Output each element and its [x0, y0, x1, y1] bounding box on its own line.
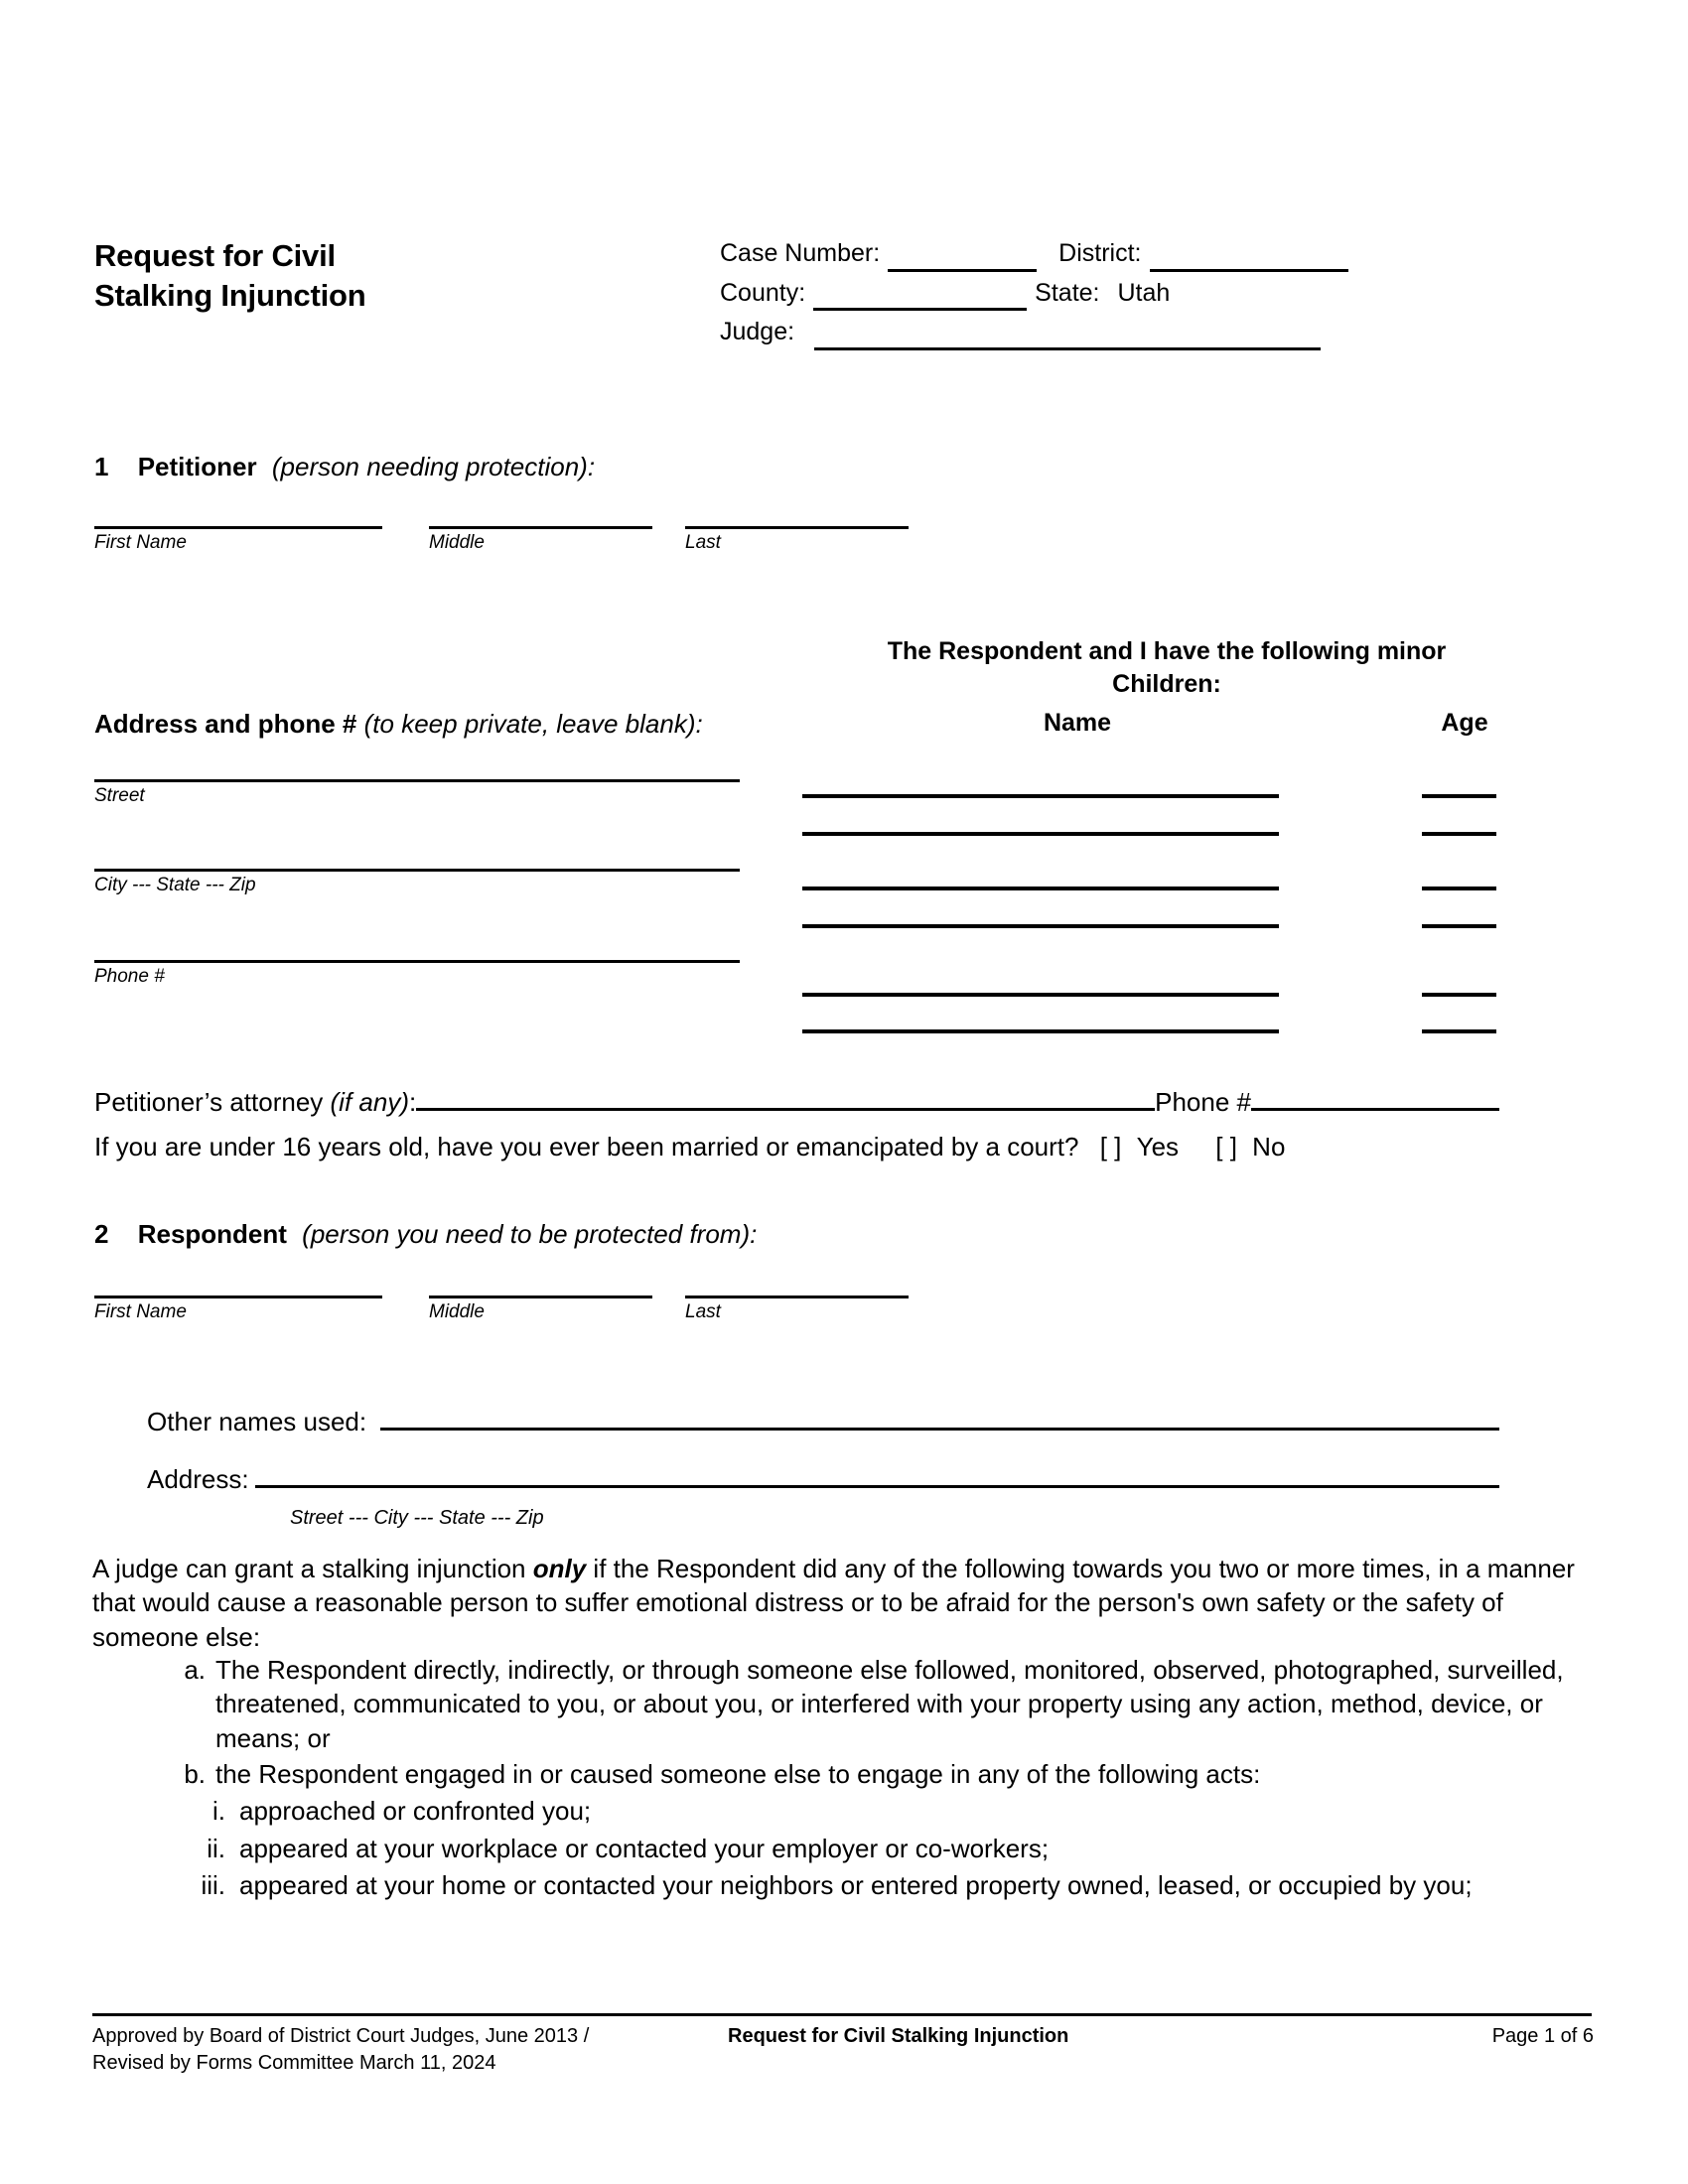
respondent-last-name-field[interactable]: [685, 1296, 909, 1323]
section-1-title: Petitioner: [137, 452, 257, 481]
list-item: [164, 1757, 1574, 1791]
petitioner-street-field[interactable]: [94, 779, 740, 807]
list-item: [164, 1653, 1574, 1755]
children-name-column-header: Name: [1043, 709, 1112, 737]
page-title-line2: Stalking Injunction: [94, 277, 366, 313]
list-item-marker: a.: [184, 1655, 206, 1685]
section-2-title: Respondent: [137, 1219, 287, 1249]
respondent-other-names-row: [147, 1402, 1499, 1437]
attorney-name-field[interactable]: [416, 1082, 1155, 1111]
list-item-text: the Respondent engaged in or caused someone else to engage in any of the following acts:: [215, 1758, 1261, 1789]
judge-field[interactable]: [814, 323, 1321, 350]
page-title: [94, 236, 650, 354]
attorney-phone-field[interactable]: [1251, 1082, 1499, 1111]
attorney-phone-label: Phone #: [1155, 1087, 1251, 1117]
county-field[interactable]: [813, 283, 1027, 311]
petitioner-phone-field[interactable]: [94, 960, 740, 988]
child-age-line[interactable]: [1422, 832, 1496, 836]
petitioner-phone-caption: Phone #: [94, 966, 165, 987]
judge-row: [720, 315, 1594, 350]
petitioner-middle-name-field[interactable]: [429, 526, 652, 554]
respondent-address-label: Address: [147, 1464, 242, 1494]
child-age-line[interactable]: [1422, 887, 1496, 890]
sub-list-item: [164, 1832, 1574, 1865]
stalking-criteria-intro: [92, 1552, 1584, 1654]
under-16-no-label: No: [1252, 1132, 1286, 1161]
state-value: Utah: [1117, 278, 1171, 307]
sub-list-item: [164, 1868, 1574, 1902]
respondent-address-colon: :: [241, 1464, 249, 1494]
footer-page-number: Page 1 of 6: [1491, 2025, 1594, 2047]
petitioner-city-caption: City --- State --- Zip: [94, 875, 256, 895]
attorney-label: Petitioner’s attorney: [94, 1087, 324, 1117]
petitioner-address-heading-note: (to keep private, leave blank):: [363, 709, 703, 739]
petitioner-first-name-caption: First Name: [94, 532, 187, 553]
county-label: County:: [720, 278, 806, 307]
respondent-address-caption: Street --- City --- State --- Zip: [290, 1507, 544, 1529]
children-age-column-header: Age: [1441, 709, 1488, 737]
other-names-label: Other names used:: [147, 1407, 367, 1436]
section-2-heading: [94, 1219, 757, 1250]
under-16-no-checkbox[interactable]: [ ]: [1215, 1132, 1237, 1161]
case-number-field[interactable]: [888, 244, 1037, 272]
petitioner-city-field[interactable]: [94, 869, 740, 896]
sub-list-item: [164, 1794, 1574, 1828]
page-header: [94, 236, 1594, 354]
list-item-text: The Respondent directly, indirectly, or through someone else followed, monitored, observed, photographed, surveilled, threatened, communicated to you, or about you, or interfered with your property using any action, method, device, or means; or: [215, 1655, 1564, 1753]
respondent-middle-name-field[interactable]: [429, 1296, 652, 1323]
other-names-field[interactable]: [380, 1402, 1499, 1431]
respondent-address-row: [147, 1459, 1499, 1495]
intro-emphasis: only: [532, 1554, 587, 1583]
sub-list-item-text: appeared at your home or contacted your neighbors or entered property owned, leased, or occupied by you;: [239, 1869, 1473, 1900]
footer-form-name: Request for Civil Stalking Injunction: [728, 2025, 1069, 2047]
county-row: [720, 276, 1594, 312]
minor-children-heading: The Respondent and I have the following minor Children:: [887, 637, 1447, 698]
sub-list-item-marker: i.: [212, 1796, 225, 1827]
sub-list-item-text: approached or confronted you;: [239, 1796, 592, 1827]
section-1-heading: [94, 452, 595, 482]
petitioner-first-name-field[interactable]: [94, 526, 382, 554]
footer-divider: [92, 2013, 1592, 2016]
footer-approval-line2: Revised by Forms Committee March 11, 2024: [92, 2052, 496, 2074]
under-16-yes-checkbox[interactable]: [ ]: [1099, 1132, 1122, 1161]
state-label: State:: [1035, 278, 1100, 307]
page-footer: [92, 2023, 1594, 2077]
under-16-question-text: If you are under 16 years old, have you ever been married or emancipated by a court?: [94, 1132, 1079, 1161]
case-number-label: Case Number:: [720, 239, 881, 267]
child-name-line[interactable]: [802, 794, 1279, 798]
child-age-line[interactable]: [1422, 993, 1496, 997]
petitioner-middle-name-caption: Middle: [429, 532, 485, 553]
child-age-line[interactable]: [1422, 1029, 1496, 1033]
child-name-line[interactable]: [802, 924, 1279, 928]
respondent-last-name-caption: Last: [685, 1301, 721, 1322]
child-name-line[interactable]: [802, 887, 1279, 890]
petitioner-last-name-field[interactable]: [685, 526, 909, 554]
child-name-line[interactable]: [802, 993, 1279, 997]
child-age-line[interactable]: [1422, 924, 1496, 928]
petitioner-attorney-row: [94, 1082, 1499, 1118]
respondent-first-name-caption: First Name: [94, 1301, 187, 1322]
sub-list-item-text: appeared at your workplace or contacted your employer or co-workers;: [239, 1833, 1050, 1863]
petitioner-last-name-caption: Last: [685, 532, 721, 553]
respondent-middle-name-caption: Middle: [429, 1301, 485, 1322]
case-number-row: [720, 236, 1594, 272]
sub-list-item-marker: ii.: [207, 1833, 225, 1863]
list-item-marker: b.: [184, 1758, 206, 1789]
petitioner-address-heading-bold: Address and phone #: [94, 709, 357, 739]
respondent-address-field[interactable]: [255, 1459, 1499, 1488]
under-16-question-row: [94, 1132, 1285, 1162]
child-age-line[interactable]: [1422, 794, 1496, 798]
sub-list-item-marker: iii.: [201, 1869, 225, 1900]
petitioner-street-caption: Street: [94, 785, 145, 806]
child-name-line[interactable]: [802, 1029, 1279, 1033]
district-field[interactable]: [1150, 244, 1348, 272]
attorney-label-colon: :: [408, 1087, 417, 1117]
stalking-criteria-list: [164, 1653, 1574, 1902]
section-1-number: 1: [94, 452, 109, 481]
section-2-subtitle: (person you need to be protected from):: [302, 1219, 758, 1249]
section-2-number: 2: [94, 1219, 109, 1249]
intro-part-2: if the Respondent did any of the following towards you two or more times, in a manner that would cause a reasonable person to suffer emotional distress or to be afraid for the person's own safety or the safety of someone else:: [92, 1554, 1575, 1652]
petitioner-address-heading: [94, 709, 703, 740]
judge-label: Judge:: [720, 318, 795, 345]
page-title-line1: Request for Civil: [94, 238, 336, 273]
intro-part-1: A judge can grant a stalking injunction: [92, 1554, 533, 1583]
footer-approval-text: [92, 2023, 728, 2077]
respondent-first-name-field[interactable]: [94, 1296, 382, 1323]
footer-approval-line1: Approved by Board of District Court Judges, June 2013 /: [92, 2025, 590, 2047]
case-info-block: [720, 236, 1594, 354]
district-label: District:: [1058, 239, 1142, 267]
child-name-line[interactable]: [802, 832, 1279, 836]
attorney-label-note: (if any): [330, 1087, 409, 1117]
under-16-yes-label: Yes: [1136, 1132, 1180, 1161]
section-1-subtitle: (person needing protection):: [271, 452, 596, 481]
